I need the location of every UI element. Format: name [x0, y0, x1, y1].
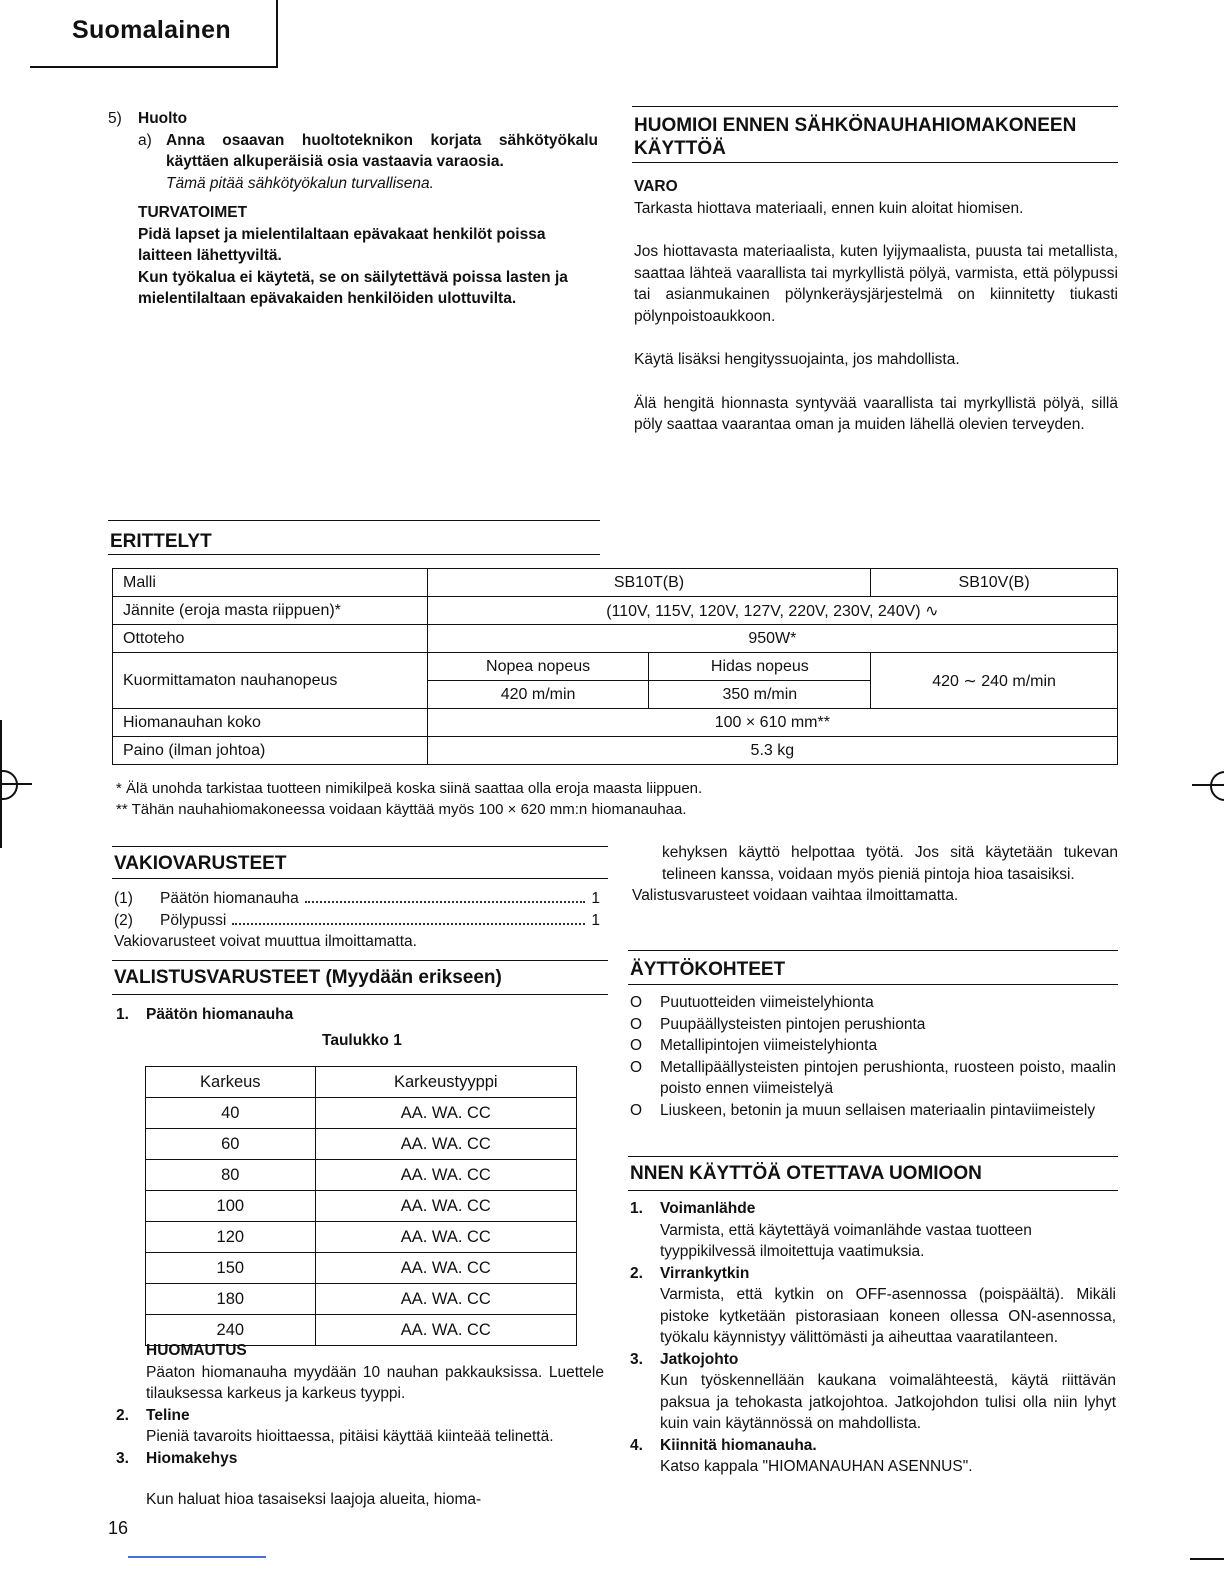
voltage-cell [427, 597, 1117, 625]
warning-paragraph-1: Tarkasta hiottava materiaali, ennen kuin aloitat hiomisen. [634, 199, 1024, 217]
uses-item-text: Metallipintojen viimeistelyhionta [660, 1037, 878, 1054]
belt-label: Hiomanauhan koko [113, 709, 428, 737]
grit-type-cell: AA. WA. CC [315, 1160, 576, 1191]
optional-item-3 [116, 1448, 604, 1470]
grit-cell: 100 [146, 1191, 316, 1222]
table-row [146, 1253, 577, 1284]
before-item-title: Voimanlähde [660, 1200, 756, 1217]
before-item-text: Katso kappala "HIOMANAUHAN ASENNUS". [660, 1458, 973, 1475]
uses-item-text: Puupäällysteisten pintojen perushionta [660, 1015, 926, 1033]
warning-title: HUOMIOI ENNEN SÄHKÖNAUHAHIOMAKONEEN KÄYTTÖÄ [634, 115, 1077, 159]
before-item-3 [630, 1349, 1116, 1371]
before-item-title: Kiinnitä hiomanauha. [660, 1436, 817, 1454]
list-item [630, 1057, 1116, 1100]
optional-continued [116, 1340, 604, 1469]
registration-mark-right-icon [1210, 771, 1224, 801]
bullet-icon: O [630, 1058, 643, 1076]
standard-rule-bottom [112, 878, 608, 879]
model-label: Malli [113, 569, 428, 597]
maintenance-section [108, 108, 598, 310]
standard-item-1-qty: 1 [591, 890, 600, 907]
standard-title: VAKIOVARUSTEET [114, 853, 287, 874]
specs-notes [116, 778, 1016, 820]
voltage-value: (110V, 115V, 120V, 127V, 220V, 230V, 240V) [606, 602, 921, 620]
page-number: 16 [108, 1518, 129, 1538]
uses-title: ÄYTTÖKOHTEET [630, 959, 786, 980]
grit-type-cell: AA. WA. CC [315, 1253, 576, 1284]
ac-symbol-icon: ∿ [925, 602, 939, 620]
grit-cell: 40 [146, 1098, 316, 1129]
safety-paragraph-1: Pidä lapset ja mielentilaltaan epävakaat henkilöt poissa laitteen lähettyviltä. [138, 225, 546, 264]
variable-speed-value: 420 ∼ 240 m/min [871, 653, 1118, 709]
specs-title: ERITTELYT [110, 531, 212, 552]
grit-table-header [146, 1067, 577, 1098]
before-item-4 [630, 1435, 1116, 1457]
standard-item-1-num: (1) [114, 890, 133, 907]
grit-type-cell: AA. WA. CC [315, 1098, 576, 1129]
warning-rule-top [632, 106, 1118, 107]
before-item-text: Kun työskennellään kaukana voimalähteestä, käytä riittävän paksua ja tehokasta jatkojohtoa. Jatkojohdon tulisi olla niin lyhyt kuin vain käytännössä on mahdollista. [660, 1372, 1116, 1432]
warning-paragraph-4: Älä hengitä hionnasta syntyvää vaarallista tai myrkyllistä pölyä, sillä pöly saattaa vaarantaa oman ja muiden lähellä olevien terveyden. [634, 394, 1118, 433]
grit-type-cell: AA. WA. CC [315, 1315, 576, 1346]
before-list [630, 1198, 1116, 1478]
optional-item-3-text-end: kehyksen käyttö helpottaa työtä. Jos sitä käytetään tukevan telineen kanssa, voidaan myös pieniä pintoja hioa tasaisiksi. [662, 844, 1118, 883]
uses-rule-top [628, 950, 1118, 951]
standard-note: Vakiovarusteet voivat muuttua ilmoittamatta. [114, 933, 417, 950]
grit-cell: 180 [146, 1284, 316, 1315]
optional-item-3-title: Hiomakehys [146, 1449, 238, 1467]
uses-item-text: Liuskeen, betonin ja muun sellaisen materiaalin pintaviimeistely [660, 1101, 1096, 1119]
fast-speed-label: Nopea nopeus [427, 653, 649, 681]
specs-table [112, 568, 1118, 765]
before-item-title: Jatkojohto [660, 1350, 739, 1368]
before-item-text: Varmista, että kytkin on OFF-asennossa (poispäältä). Mikäli pistoke kytketään pistorasiaan koneen ollessa ON-asennossa, työkalu käynnistyy välittömästi ja aiheuttaa vaaratilanteen. [660, 1286, 1116, 1346]
uses-item-text: Puutuotteiden viimeistelyhionta [660, 994, 874, 1011]
before-item-num: 4. [630, 1436, 643, 1454]
grit-col-header: Karkeus [146, 1067, 316, 1098]
uses-list [630, 992, 1116, 1121]
caution-label: VARO [634, 178, 678, 195]
bullet-icon: O [630, 994, 643, 1011]
bullet-icon: O [630, 1101, 643, 1119]
maintenance-sub-a: a) [138, 131, 152, 149]
before-item-num: 2. [630, 1264, 643, 1282]
before-item-text: Varmista, että käytettäyä voimanlähde vastaa tuotteen tyyppikilvessä ilmoitettuja vaatimuksia. [660, 1221, 1032, 1260]
maintenance-number: 5) [108, 110, 122, 127]
before-title: NNEN KÄYTTÖÄ OTETTAVA UOMIOON [630, 1163, 982, 1184]
list-item [630, 1100, 1116, 1122]
optional-item-3-text-start: Kun haluat hioa tasaiseksi laajoja alueita, hioma- [146, 1491, 482, 1508]
optional-item-2-title: Teline [146, 1406, 190, 1424]
specs-note-1: * Älä unohda tarkistaa tuotteen nimikilpeä koska siinä saattaa olla eroja maasta liippuen. [116, 780, 703, 797]
grit-cell: 150 [146, 1253, 316, 1284]
optional-rule-bottom [112, 994, 608, 995]
before-item-1 [630, 1198, 1116, 1220]
optional-note: Valistusvarusteet voidaan vaihtaa ilmoittamatta. [632, 887, 959, 904]
standard-list [114, 888, 600, 953]
language-label: Suomalainen [72, 16, 231, 44]
optional-title: VALISTUSVARUSTEET (Myydään erikseen) [114, 967, 502, 988]
optional-item-2-num: 2. [116, 1406, 129, 1424]
registration-mark-left-icon [0, 770, 18, 800]
belt-value: 100 × 610 mm** [427, 709, 1117, 737]
warning-paragraph-2: Jos hiottavasta materiaalista, kuten lyijymaalista, puusta tai metallista, saattaa lähteä vaarallista tai myrkyllistä pölyä, varmista, että pölypussi tai asianmukainen pölynkeräysjärjestelmä on kiinnitetty tiukasti pölynpoistoaukkoon. [634, 243, 1118, 325]
specs-row-weight [113, 737, 1118, 765]
dot-leader [232, 923, 585, 925]
warning-paragraph-3: Käytä lisäksi hengityssuojainta, jos mahdollista. [634, 351, 960, 368]
before-item-title: Virrankytkin [660, 1264, 750, 1282]
note-title: HUOMAUTUS [146, 1342, 247, 1359]
before-rule-top [628, 1156, 1118, 1157]
warning-section [634, 176, 1118, 436]
blue-rule [128, 1556, 266, 1558]
specs-row-speed [113, 653, 1118, 681]
table-row [146, 1191, 577, 1222]
grit-type-cell: AA. WA. CC [315, 1191, 576, 1222]
model-1: SB10T(B) [427, 569, 871, 597]
specs-row-model [113, 569, 1118, 597]
table-row [146, 1098, 577, 1129]
power-value: 950W* [427, 625, 1117, 653]
grit-type-col-header: Karkeustyyppi [315, 1067, 576, 1098]
specs-row-belt [113, 709, 1118, 737]
maintenance-text: Anna osaavan huoltoteknikon korjata sähkötyökalu käyttäen alkuperäisiä osia vastaavia varaosia. [166, 131, 598, 170]
maintenance-title: Huolto [138, 110, 188, 127]
table-row [146, 1284, 577, 1315]
voltage-label: Jännite (eroja masta riippuen)* [113, 597, 428, 625]
list-item [630, 992, 1116, 1014]
list-item [630, 1014, 1116, 1036]
list-item [630, 1035, 1116, 1057]
warning-rule-bottom [632, 162, 1118, 163]
speed-label: Kuormittamaton nauhanopeus [113, 653, 428, 709]
table-caption: Taulukko 1 [322, 1032, 402, 1049]
grit-type-cell: AA. WA. CC [315, 1284, 576, 1315]
table-row [146, 1160, 577, 1191]
optional-item-1-title: Päätön hiomanauha [146, 1006, 294, 1023]
note-text: Päaton hiomanauha myydään 10 nauhan pakkauksissa. Luettele tilauksessa karkeus ja karkeus tyyppi. [146, 1363, 604, 1402]
safety-paragraph-2: Kun työkalua ei käytetä, se on säilytettävä poissa lasten ja mielentilaltaan epävakaiden henkilöiden ulottuvilta. [138, 268, 568, 307]
standard-item-2-label: Pölypussi [160, 911, 227, 929]
bullet-icon: O [630, 1037, 643, 1054]
grit-type-cell: AA. WA. CC [315, 1222, 576, 1253]
optional-continued-right [632, 842, 1118, 907]
standard-item-2-num: (2) [114, 911, 133, 929]
standard-item-2-qty: 1 [591, 911, 600, 929]
specs-rule-top [108, 520, 600, 521]
dot-leader [305, 901, 586, 903]
specs-row-power [113, 625, 1118, 653]
uses-rule-bottom [628, 984, 1118, 985]
weight-label: Paino (ilman johtoa) [113, 737, 428, 765]
standard-item-2 [114, 910, 600, 932]
grit-cell: 80 [146, 1160, 316, 1191]
safety-title: TURVATOIMET [138, 204, 248, 221]
optional-item-3-num: 3. [116, 1449, 129, 1467]
fast-speed-value: 420 m/min [427, 681, 649, 709]
optional-item-2 [116, 1405, 604, 1427]
grit-cell: 120 [146, 1222, 316, 1253]
uses-item-text: Metallipäällysteisten pintojen perushionta, ruosteen poisto, maalin poisto ennen viimeistelyä [660, 1058, 1116, 1097]
table-row [146, 1222, 577, 1253]
grit-cell: 60 [146, 1129, 316, 1160]
specs-rule-bottom [108, 554, 600, 555]
standard-item-1 [114, 888, 600, 910]
before-item-num: 3. [630, 1350, 643, 1368]
standard-rule-top [112, 846, 608, 847]
before-rule-bottom [628, 1190, 1118, 1191]
grit-type-cell: AA. WA. CC [315, 1129, 576, 1160]
standard-item-1-label: Päätön hiomanauha [160, 890, 299, 907]
weight-value: 5.3 kg [427, 737, 1117, 765]
optional-item-1 [116, 1004, 293, 1026]
optional-item-2-text: Pieniä tavaroits hioittaessa, pitäisi käyttää kiinteää telinettä. [146, 1428, 554, 1445]
before-item-2 [630, 1263, 1116, 1285]
maintenance-italic: Tämä pitää sähkötyökalun turvallisena. [166, 174, 434, 192]
specs-note-2: ** Tähän nauhahiomakoneessa voidaan käyttää myös 100 × 620 mm:n hiomanauhaa. [116, 801, 687, 818]
table-row [146, 1129, 577, 1160]
bullet-icon: O [630, 1015, 643, 1033]
optional-item-1-num: 1. [116, 1006, 129, 1023]
specs-row-voltage [113, 597, 1118, 625]
grit-cell: 240 [146, 1315, 316, 1346]
slow-speed-label: Hidas nopeus [649, 653, 871, 681]
optional-rule-top [112, 960, 608, 961]
grit-table [145, 1066, 577, 1346]
model-2: SB10V(B) [871, 569, 1118, 597]
slow-speed-value: 350 m/min [649, 681, 871, 709]
before-item-num: 1. [630, 1200, 643, 1217]
power-label: Ottoteho [113, 625, 428, 653]
crop-mark-bottom-right [1190, 1558, 1224, 1560]
